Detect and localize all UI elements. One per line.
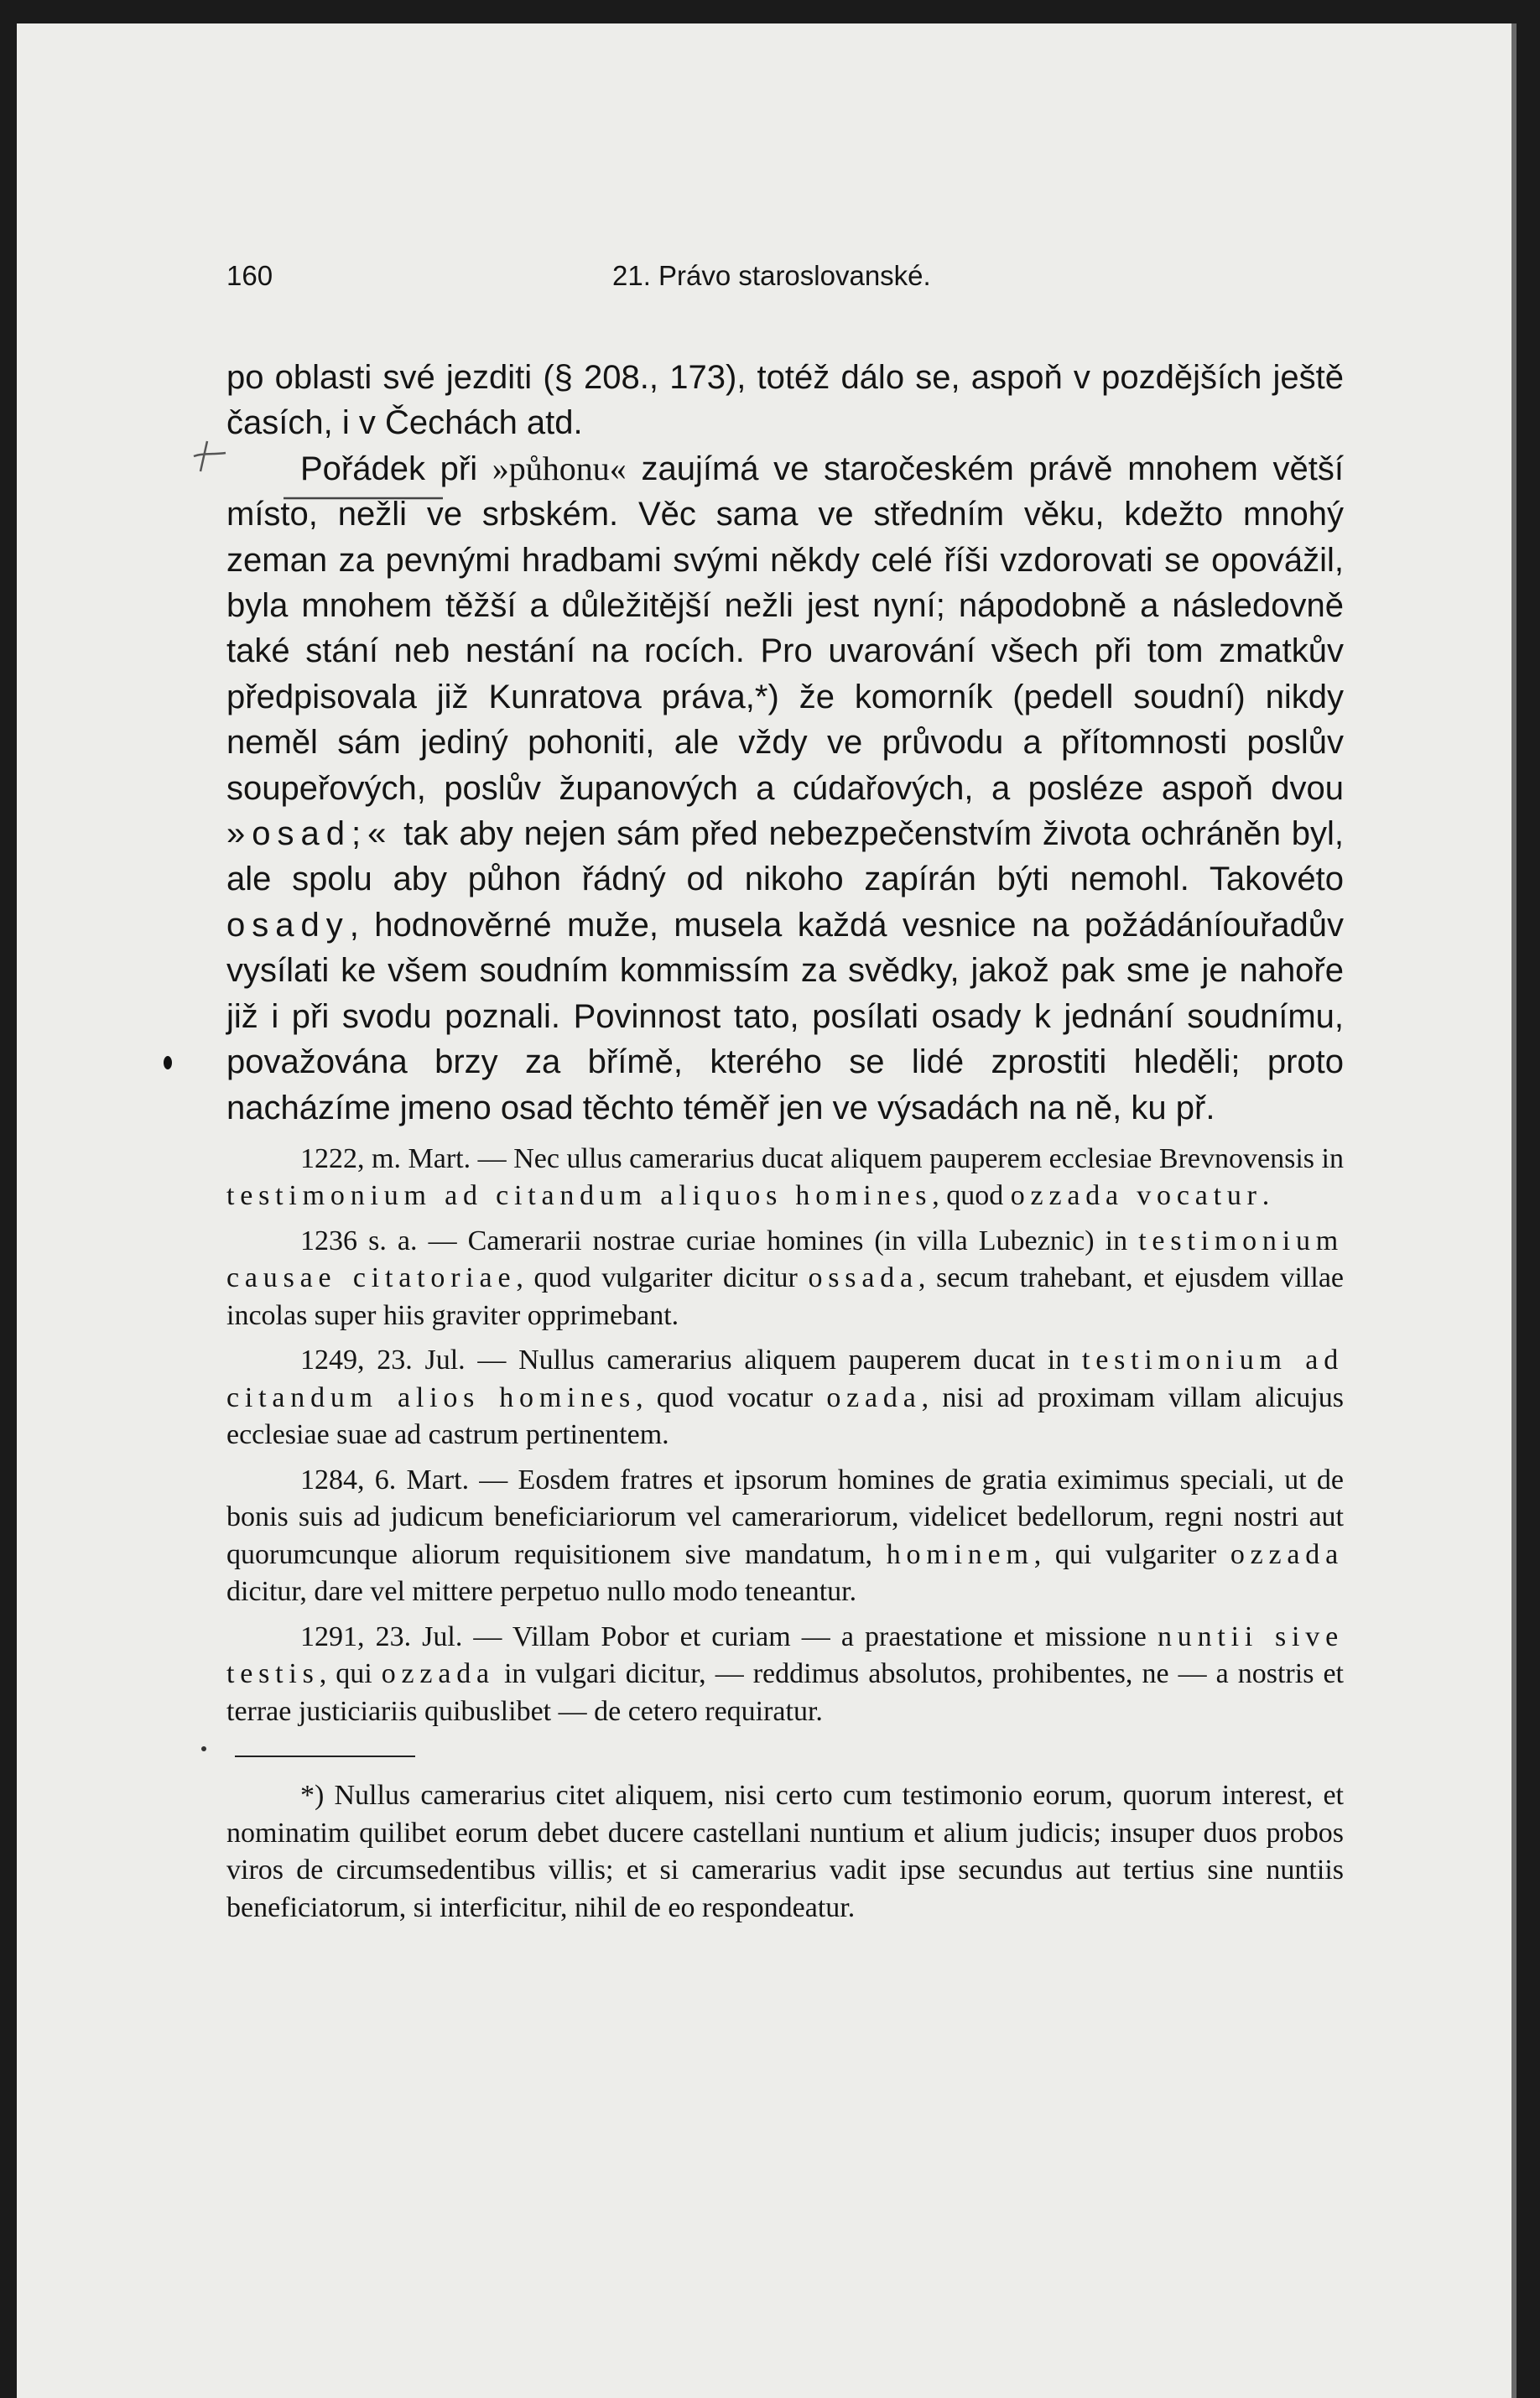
- citation-text: 1284, 6. Mart. — Eosdem fratres et ipsorum homines de gratia eximimus speciali, ut de bonis suis ad judicum beneficiariorum vel camerariorum, videlicet bedellorum, regni nostri aut quorumcunque aliorum requisitionem sive mandatum,: [226, 1464, 1344, 1570]
- footnote: [226, 1777, 1344, 1927]
- quoted-term-puhon: »půhonu«: [492, 449, 627, 487]
- spaced-phrase: ozzada: [381, 1658, 495, 1690]
- spaced-phrase: ossada: [808, 1262, 918, 1294]
- spaced-phrase: testimonium ad citandum alios homines: [226, 1345, 1344, 1413]
- spaced-phrase: testimonium causae citatoriae: [226, 1225, 1344, 1294]
- paragraph-2-part-b: zaujímá ve staročeském právě mnohem větší místo, nežli ve srbském. Věc sama ve středním věku, kdežto mnohý zeman za pevnými hradbami svými někdy celé říši vzdorovati se opovážil, byla mnohem těžší a důležitější nežli jest nyní; nápodobně a následovně také stání neb nestání na rocích. Pro uvarování všech při tom zmatkův předpisovala již Kunratova práva,*) že komorník (pedell soudní) nikdy neměl sám jediný pohoniti, ale vždy ve průvodu a přítomnosti poslův soupeřových, poslův županových a cúdařových, a posléze aspoň dvou: [226, 450, 1344, 807]
- citation-text: , quod: [932, 1180, 1011, 1212]
- citation-1284: [226, 1462, 1344, 1611]
- citation-text: 1249, 23. Jul. — Nullus camerarius aliquem pauperem ducat in: [300, 1345, 1082, 1376]
- citation-text: , nisi ad proximam villam alicujus ecclesiae suae ad castrum pertinentem.: [226, 1381, 1344, 1451]
- paragraph-1: po oblasti své jezditi (§ 208., 173), totéž dálo se, aspoň v pozdějších ještě časích, i v Čechách atd.: [226, 359, 1344, 442]
- page-number: 160: [226, 260, 273, 291]
- citation-text: , quod vocatur: [636, 1381, 827, 1413]
- spaced-term-osady: osady: [226, 906, 350, 944]
- margin-dot-mark-small: [200, 1745, 208, 1753]
- spaced-phrase: nuntii sive testis: [226, 1620, 1344, 1690]
- citation-text: 1236 s. a. — Camerarii nostrae curiae homines (in villa Lubeznic) in: [300, 1225, 1139, 1256]
- running-title: 21. Právo staroslovanské.: [612, 260, 931, 291]
- citation-text: , qui: [319, 1658, 382, 1690]
- margin-dot-mark: [161, 1053, 174, 1072]
- page-header: [226, 260, 1359, 302]
- latin-citations: [226, 1141, 1344, 1731]
- paragraph-2: [226, 446, 1344, 1131]
- spaced-term-osad: »osad;«: [226, 815, 393, 853]
- footnote-text: *) Nullus camerarius citet aliquem, nisi certo cum testimonio eorum, quorum interest, et nominatim quilibet eorum debet ducere castellani nuntium et alium judicis; insuper duos probos viros de circumsedentibus villis; et si camerarius vadit ipse secundus aut tertius sine nuntiis beneficiatorum, si interficitur, nihil de eo respondeatur.: [226, 1780, 1344, 1923]
- margin-cross-mark: [189, 434, 231, 476]
- citation-1236: [226, 1223, 1344, 1335]
- citation-text: 1291, 23. Jul. — Villam Pobor et curiam — a praestatione et missione: [300, 1620, 1158, 1652]
- citation-text: in vulgari dicitur, — reddimus absolutos, prohibentes, ne — a nostris et terrae justiciariis quibuslibet — de cetero requiratur.: [226, 1658, 1344, 1727]
- paragraph-2-part-a: Pořádek při: [300, 450, 492, 487]
- citation-text: .: [1262, 1180, 1270, 1212]
- book-page: [17, 23, 1517, 2398]
- spaced-phrase: ozzada: [1230, 1538, 1344, 1570]
- citation-text: dicitur, dare vel mittere perpetuo nullo modo teneantur.: [226, 1576, 857, 1608]
- spaced-phrase: ozzada vocatur: [1010, 1180, 1262, 1212]
- paragraph-2-part-c: tak aby nejen sám před nebezpečenstvím života ochráněn byl, ale spolu aby půhon řádný od nikoho zapírán býti nemohl. Takovéto: [226, 815, 1344, 898]
- main-text: [226, 355, 1344, 1131]
- citation-1249: [226, 1342, 1344, 1454]
- citation-1291: [226, 1619, 1344, 1731]
- citation-text: , quod vulgariter dicitur: [516, 1262, 809, 1294]
- citation-text: , secum trahebant, et ejusdem villae incolas super hiis graviter opprimebant.: [226, 1262, 1344, 1331]
- page-body: [226, 355, 1344, 1927]
- spaced-phrase: testimonium ad citandum aliquos homines: [226, 1180, 933, 1212]
- spaced-phrase: hominem: [886, 1538, 1034, 1570]
- footnote-divider: [235, 1756, 415, 1757]
- citation-text: , qui vulgariter: [1033, 1538, 1230, 1570]
- spaced-phrase: ozada: [826, 1381, 922, 1413]
- citation-1222: [226, 1141, 1344, 1215]
- citation-text: 1222, m. Mart. — Nec ullus camerarius ducat aliquem pauperem ecclesiae Brevnovensis in: [300, 1142, 1344, 1174]
- paragraph-2-part-d: , hodnověrné muže, musela každá vesnice na požádáníouřadův vysílati ke všem soudním kommissím za svědky, jakož pak sme je nahoře již i při svodu poznali. Povinnost tato, posílati osady k jednání soudnímu, považována brzy za břímě, kterého se lidé zprostiti hleděli; proto nacházíme jmeno osad těchto téměř jen ve výsadách na ně, ku př.: [226, 906, 1344, 1126]
